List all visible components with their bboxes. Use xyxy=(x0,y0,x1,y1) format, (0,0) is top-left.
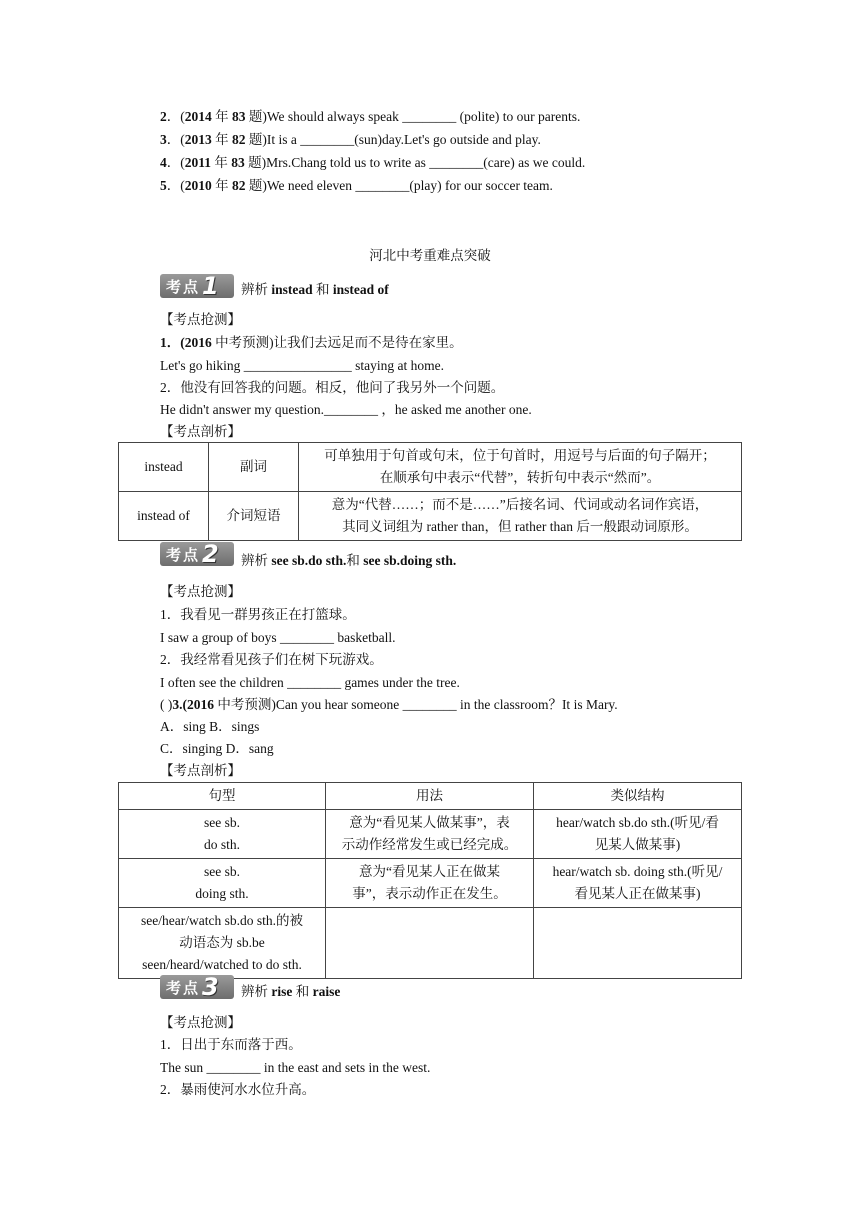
kaodian-3-q1-cn: 1．日出于东而落于西。 xyxy=(160,1037,302,1052)
table-header-cell: 用法 xyxy=(326,783,534,810)
kaodian-2-q2-en: I often see the children ________ games under the tree. xyxy=(160,675,460,690)
kaodian-1-q2-cn: 2．他没有回答我的问题。相反，他问了我另外一个问题。 xyxy=(160,380,505,395)
see-sb-comparison-table xyxy=(118,782,742,979)
kaodian-3-badge: 考点 3 xyxy=(160,975,234,999)
kaodian-2-title: 辨析 see sb.do sth.和 see sb.doing sth. xyxy=(241,553,457,568)
table-row xyxy=(119,859,742,908)
table-cell: instead xyxy=(119,443,209,492)
question-item-4: 4．(2011 年 83 题)Mrs.Chang told us to write as ________(care) as we could. xyxy=(160,155,586,170)
table-cell: hear/watch sb.do sth.(听见/看 见某人做某事) xyxy=(534,810,742,859)
kaodian-1-title: 辨析 instead 和 instead of xyxy=(241,282,389,297)
table-cell xyxy=(534,908,742,979)
table-header-row xyxy=(119,783,742,810)
table-header-cell: 句型 xyxy=(119,783,326,810)
question-item-3: 3．(2013 年 82 题)It is a ________(sun)day.Let's go outside and play. xyxy=(160,132,541,147)
kaodian-3-q1-en: The sun ________ in the east and sets in the west. xyxy=(160,1060,431,1075)
table-cell: 意为“看见某人正在做某 事”，表示动作正在发生。 xyxy=(326,859,534,908)
table-cell: see/hear/watch sb.do sth.的被 动语态为 sb.be seen/heard/watched to do sth. xyxy=(119,908,326,979)
section-title: 河北中考重难点突破 xyxy=(369,248,491,263)
kaodian-1-badge: 考点 1 xyxy=(160,274,234,298)
kaodian-2-q3: ( )3.(2016 中考预测)Can you hear someone ________ in the classroom？It is Mary. xyxy=(160,697,618,712)
table-row xyxy=(119,492,742,541)
kaodian-2-q1-cn: 1．我看见一群男孩正在打篮球。 xyxy=(160,607,356,622)
table-header-cell: 类似结构 xyxy=(534,783,742,810)
table-cell: see sb. do sth. xyxy=(119,810,326,859)
kaodian-2-test-label: 【考点抢测】 xyxy=(160,584,241,599)
kaodian-1-analysis-label: 【考点剖析】 xyxy=(160,424,241,439)
table-row xyxy=(119,443,742,492)
kaodian-2-options-ab: A．sing B．sings xyxy=(160,719,260,734)
table-cell: 意为“代替……；而不是……”后接名词、代词或动名词作宾语， 其同义词组为 rather than，但 rather than 后一般跟动词原形。 xyxy=(299,492,742,541)
table-cell: 介词短语 xyxy=(209,492,299,541)
kaodian-2-q1-en: I saw a group of boys ________ basketball. xyxy=(160,630,396,645)
table-row xyxy=(119,810,742,859)
kaodian-2-analysis-label: 【考点剖析】 xyxy=(160,763,241,778)
kaodian-1-q2-en: He didn't answer my question.________ ，he asked me another one. xyxy=(160,402,532,417)
table-cell: hear/watch sb. doing sth.(听见/ 看见某人正在做某事) xyxy=(534,859,742,908)
table-cell: 可单独用于句首或句末，位于句首时，用逗号与后面的句子隔开； 在顺承句中表示“代替”，转折句中表示“然而”。 xyxy=(299,443,742,492)
instead-comparison-table xyxy=(118,442,742,541)
kaodian-3-test-label: 【考点抢测】 xyxy=(160,1015,241,1030)
table-cell: instead of xyxy=(119,492,209,541)
kaodian-1-q1-en: Let's go hiking ________________ staying at home. xyxy=(160,358,445,373)
table-cell: 副词 xyxy=(209,443,299,492)
question-item-5: 5．(2010 年 82 题)We need eleven ________(play) for our soccer team. xyxy=(160,178,553,193)
table-cell: 意为“看见某人做某事”，表 示动作经常发生或已经完成。 xyxy=(326,810,534,859)
table-cell xyxy=(326,908,534,979)
question-item-2: 2．(2014 年 83 题)We should always speak ________ (polite) to our parents. xyxy=(160,109,581,124)
kaodian-2-q2-cn: 2．我经常看见孩子们在树下玩游戏。 xyxy=(160,652,383,667)
kaodian-2-options-cd: C．singing D．sang xyxy=(160,741,274,756)
kaodian-3-q2-cn: 2．暴雨使河水水位升高。 xyxy=(160,1082,316,1097)
kaodian-1-test-label: 【考点抢测】 xyxy=(160,312,241,327)
kaodian-2-badge: 考点 2 xyxy=(160,542,234,566)
table-row xyxy=(119,908,742,979)
kaodian-3-title: 辨析 rise 和 raise xyxy=(241,984,341,999)
kaodian-1-q1-cn: 1．(2016 中考预测)让我们去远足而不是待在家里。 xyxy=(160,335,463,350)
table-cell: see sb. doing sth. xyxy=(119,859,326,908)
